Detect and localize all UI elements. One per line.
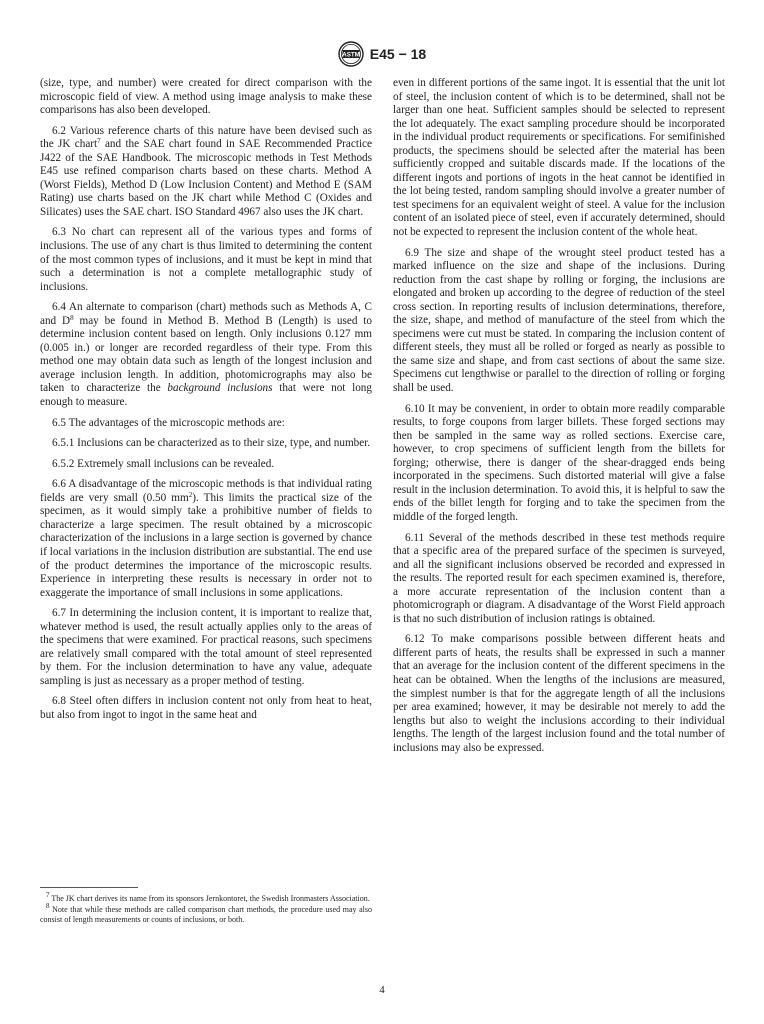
- paragraph-6-10: 6.10 It may be convenient, in order to obtain more readily comparable results, to forge coupons from larger billets. These forged sections may then be sampled in the same way as rolled sections. Exercise care, however, to crop specimens of sufficient length from the billets for forging; otherwise, there is danger of the shear-dragged ends being incorporated in the specimens. Such distorted material will give a false result in the inclusion determination. To avoid this, it is helpful to saw the ends of the billet length for forging and to take the specimen from the middle of the forged length.: [393, 402, 725, 523]
- paragraph-6-6: 6.6 A disadvantage of the microscopic methods is that individual rating fields are very small (0.50 $mm^2$). This limits the practical size of the specimen, as it would simply take a prohibitive number of fields to characterize a large specimen. The result obtained by a microscopic characterization of the inclusions in a large section is governed by chance if local variations in the inclusion distribution are substantial. The end use of the product determines the importance of the microscopic results. Experience in interpreting these results is necessary in order not to exaggerate the importance of small inclusions in some applications.: [40, 478, 372, 599]
- paragraph-6-2: 6.2 Various reference charts of this nature have been devised such as the JK chart$^7$ and the SAE chart found in SAE Recommended Practice J422 of the SAE Handbook. The microscopic methods in Test Methods E45 use refined comparison charts based on these charts. Method A (Worst Fields), Method D (Low Inclusion Content) and Method E (SAM Rating) use charts based on the JK chart while Method C (Oxides and Silicates) uses the SAE chart. ISO Standard 4967 also uses the JK chart.: [40, 124, 372, 218]
- page-header: [0, 40, 764, 68]
- left-column: [40, 77, 372, 730]
- footnote-ref-8[interactable]: 8: [70, 313, 74, 322]
- paragraph-6-11: 6.11 Several of the methods described in these test methods require that a specific area of the prepared surface of the specimen is surveyed, and all the significant inclusions observed be recorded and expressed in the results. The reported result for each specimen examined is, therefore, a more accurate representation of the inclusion content than a photomicrograph or diagram. A disadvantage of the Worst Field approach is that no such distribution of inclusion ratings is obtained.: [393, 531, 725, 625]
- footnote-divider: [40, 887, 138, 888]
- page-number: 4: [379, 984, 385, 996]
- right-column: [393, 77, 725, 762]
- footnote-ref-7[interactable]: 7: [97, 137, 101, 146]
- standard-designation: E45 − 18: [369, 46, 427, 62]
- paragraph-6-5: 6.5 The advantages of the microscopic methods are:: [52, 416, 285, 429]
- paragraph-6-3: 6.3 No chart can represent all of the various types and forms of inclusions. The use of any chart is thus limited to determining the content of the most common types of inclusions, and it must be kept in mind that such a determination is not a complete metallographic study of inclusions.: [40, 226, 372, 293]
- paragraph-6-5-2: 6.5.2 Extremely small inclusions can be revealed.: [52, 457, 275, 470]
- superscript-2: 2: [188, 490, 193, 499]
- paragraph-6-5-1: 6.5.1 Inclusions can be characterized as to their size, type, and number.: [52, 437, 371, 450]
- astm-logo-icon: [338, 41, 364, 67]
- footnote-7: $^7$ The JK chart derives its name from its sponsors Jernkontoret, the Swedish Ironmasters Association.: [46, 891, 370, 903]
- paragraph-continued-right: even in different portions of the same ingot. It is essential that the unit lot of steel, the inclusion content of which is to be determined, shall not be larger than one heat. Sufficient samples should be selected to represent the lot adequately. The exact sampling procedure should be incorporated in the individual product requirements or specifications. For semifinished products, the specimens should be selected after the material has been sufficiently cropped and suitable discards made. If the locations of the different ingots and portions of ingots in the heat cannot be identified in the lot being tested, random sampling should involve a greater number of test specimens for an equivalent weight of steel. A value for the inclusion content of an isolated piece of steel, even if accurately determined, should not be expected to represent the inclusion content of the whole heat.: [393, 77, 725, 239]
- paragraph-6-12: 6.12 To make comparisons possible between different heats and different parts of heats, the results shall be expressed in such a manner that an average for the inclusion content of the different specimens in the heat can be obtained. When the lengths of the inclusions are measured, the simplest number is that for the aggregate length of all the inclusions per area examined; however, it may be desirable not merely to add the lengths but also to weight the inclusions according to their individual lengths. The length of the largest inclusion found and the total number of inclusions may also be expressed.: [393, 633, 725, 754]
- svg-text:ASTM: ASTM: [342, 51, 360, 59]
- paragraph-6-7: 6.7 In determining the inclusion content, it is important to realize that, whatever method is used, the result actually applies only to the areas of the specimens that were examined. For practical reasons, such specimens are relatively small compared with the total amount of steel represented by them. For the inclusion determination to have any value, adequate sampling is just as necessary as a proper method of testing.: [40, 607, 372, 687]
- footnote-8: $^8$ Note that while these methods are called comparison chart methods, the procedure used may also consist of length measurements or counts of inclusions, or both.: [40, 901, 372, 924]
- footnotes: [40, 887, 372, 926]
- paragraph-continued: (size, type, and number) were created for direct comparison with the microscopic field of view. A method using image analysis to make these comparisons has also been developed.: [40, 77, 372, 117]
- paragraph-6-9: 6.9 The size and shape of the wrought steel product tested has a marked influence on the size and shape of the inclusions. During reduction from the cast shape by rolling or forging, the inclusions are elongated and broken up according to the degree of reduction of the steel cross section. In reporting results of inclusion determinations, therefore, the size, shape, and method of manufacture of the steel from which the specimens were cut must be stated. In comparing the inclusion content of different steels, they must all be rolled or forged as nearly as possible to the same size and shape, and from cast sections of about the same size. Specimens cut lengthwise or parallel to the direction of rolling or forging shall be used.: [393, 246, 725, 395]
- paragraph-6-8: 6.8 Steel often differs in inclusion content not only from heat to heat, but also from ingot to ingot in the same heat and: [40, 695, 372, 721]
- paragraph-6-4: 6.4 An alternate to comparison (chart) methods such as Methods A, C and $D^8$ may be found in Method B. Method B (Length) is used to determine inclusion content based on length. Only inclusions 0.127 mm (0.005 in.) or longer are recorded regardless of their type. From this method one may obtain data such as length of the longest inclusion and average inclusion length. In addition, photomicrographs may also be taken to characterize the background inclusions that were not long enough to measure.: [40, 301, 372, 409]
